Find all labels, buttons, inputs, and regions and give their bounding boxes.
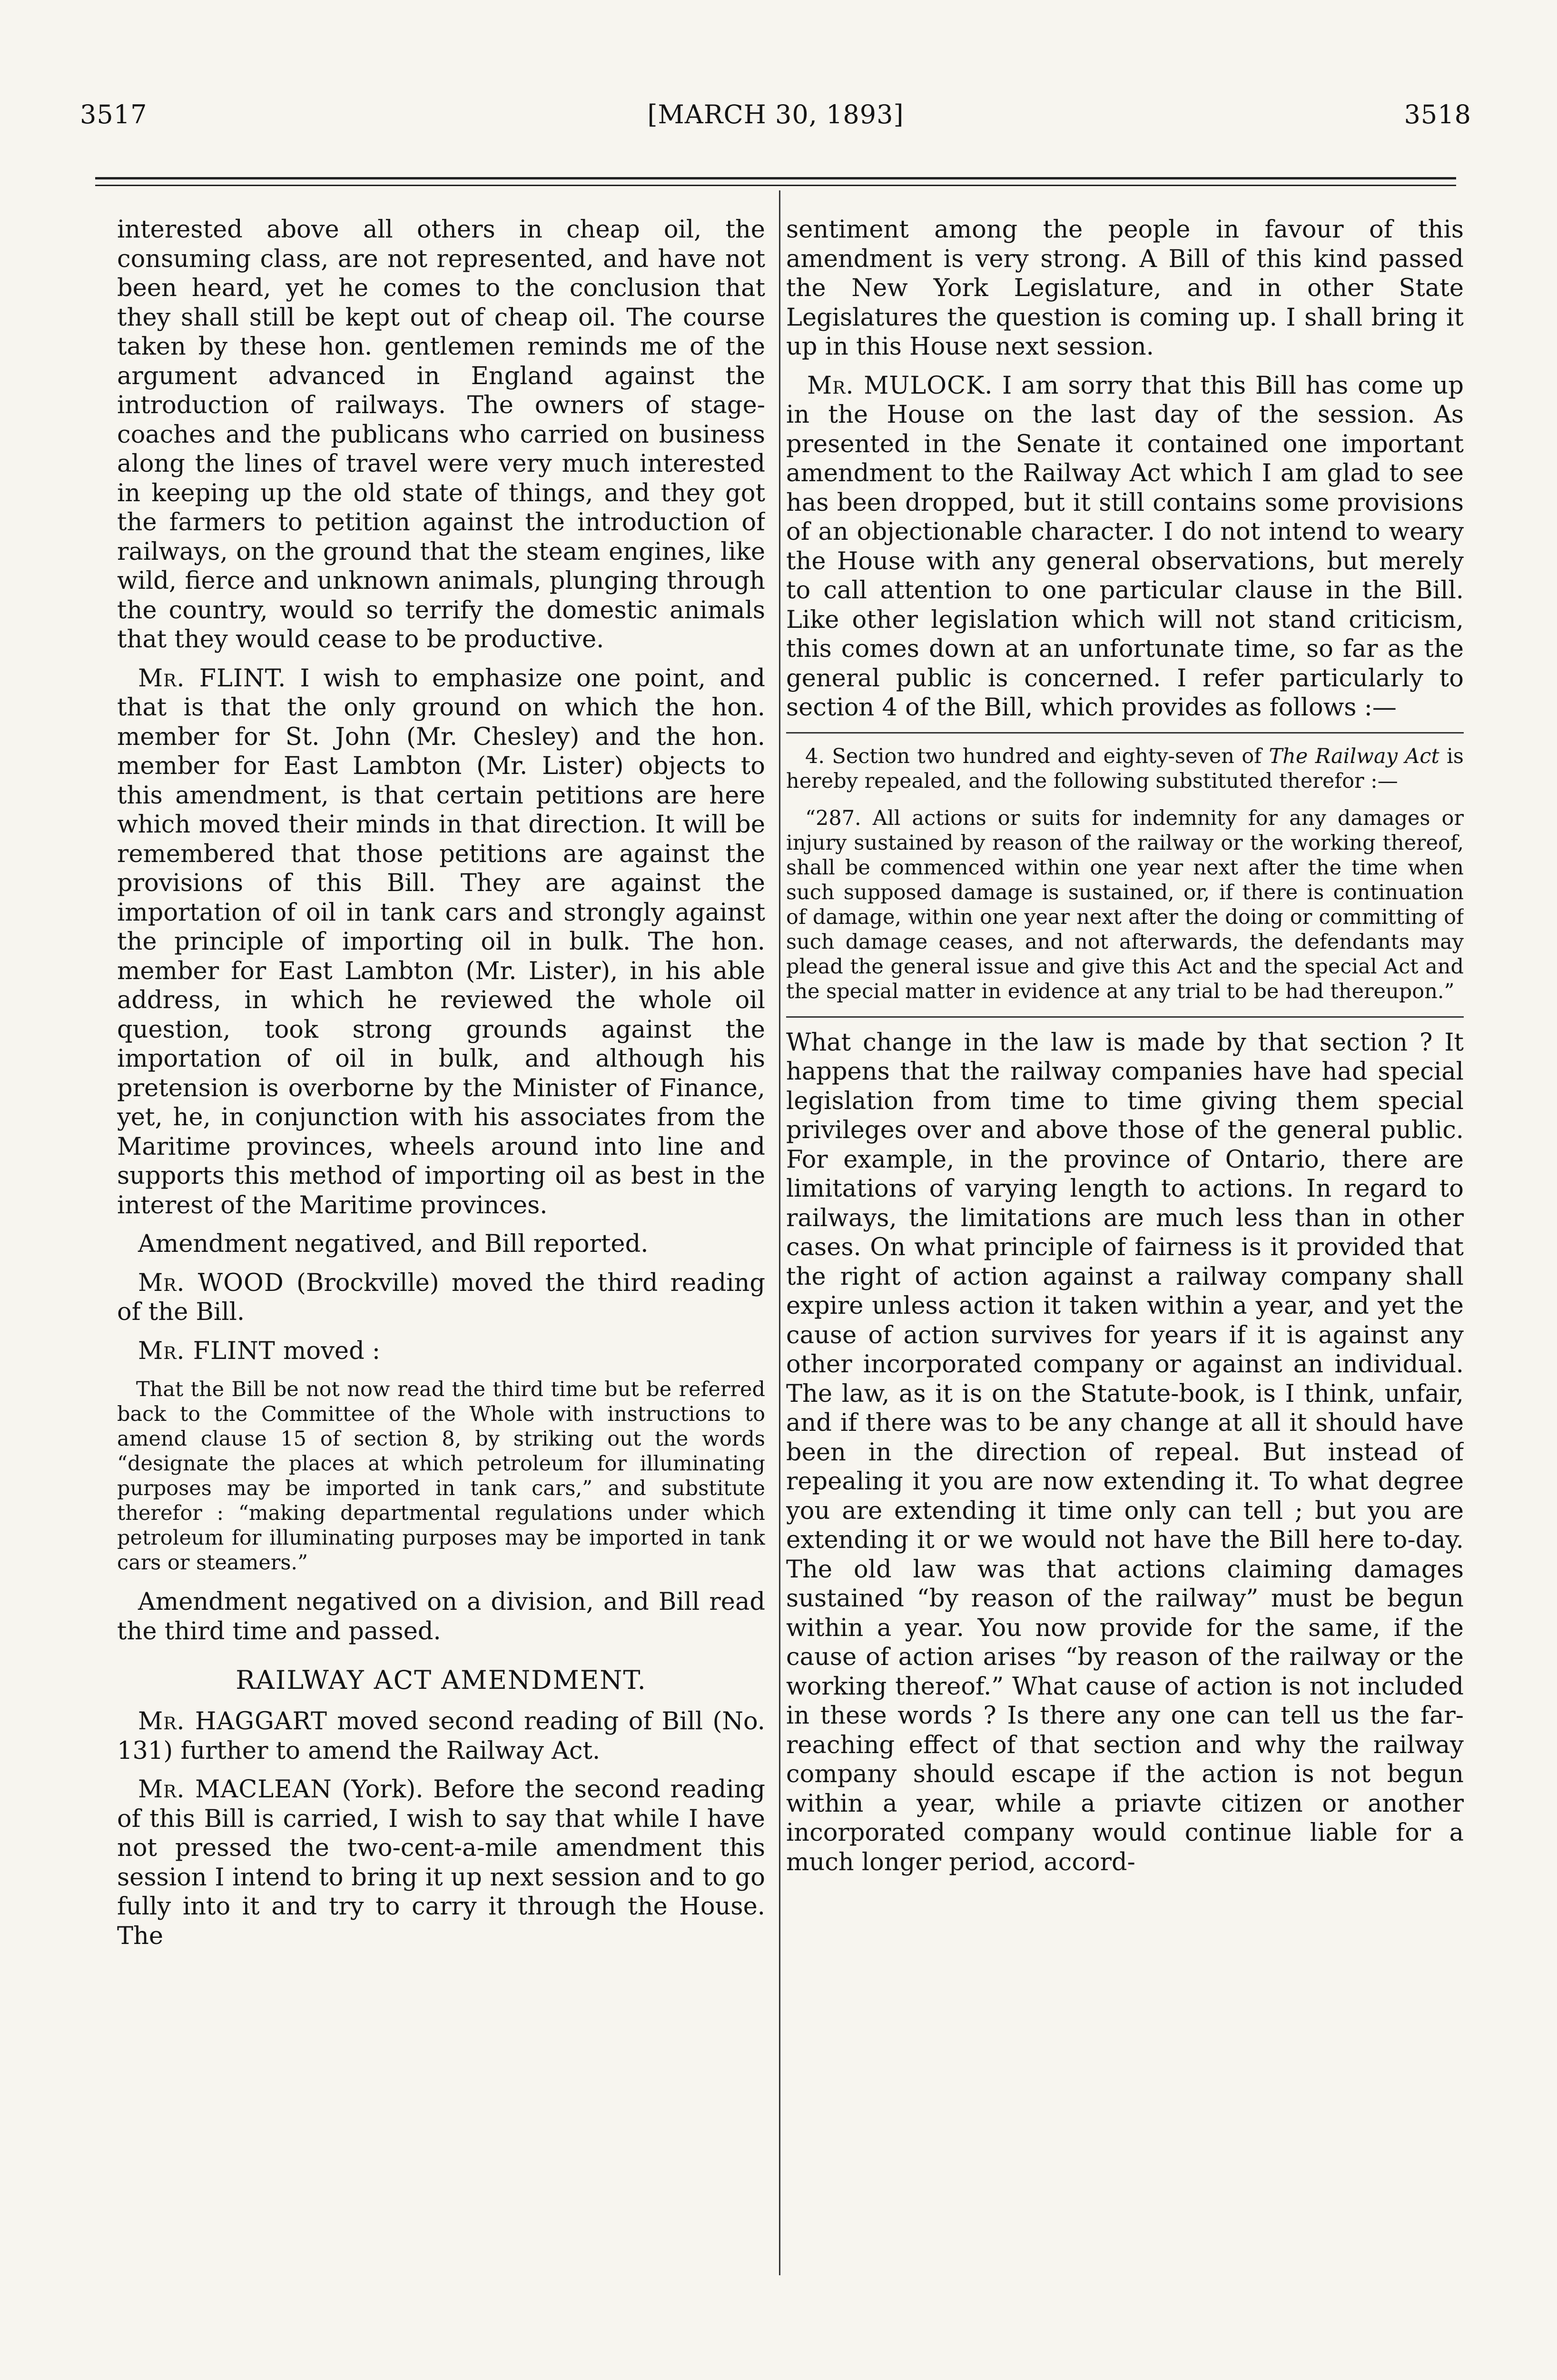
speaker-name: Mr. HAGGART (138, 1707, 328, 1735)
speech-text: (Brockville) moved the third reading of the Bill. (117, 1269, 765, 1326)
speech-text: moved second reading of Bill (No. 131) further to amend the Railway Act. (117, 1707, 765, 1765)
header-rule (95, 177, 1456, 179)
left-column (117, 215, 765, 2276)
quote-rule (786, 1016, 1464, 1018)
paragraph (117, 1269, 765, 1327)
paragraph: What change in the law is made by that section ? It happens that the railway companies have had special legislation from time to time giving them special privileges over and above those of the general public. For example, in the province of Ontario, there are limitations of varying length to actions. In regard to railways, the limitations are much less than in other cases. On what principle of fairness is it provided that the right of action against a railway company shall expire unless action it taken within a year, and yet the cause of action survives for years if it is against any other incorporated company or against an individual. The law, as it is on the Statute-book, is I think, unfair, and if there was to be any change at all it should have been in the direction of repeal. But instead of repealing it you are now extending it. To what degree you are extending it time only can tell ; but you are extending it or we would not have the Bill here to-day. The old law was that actions claiming damages sustained “by reason of the railway” must be begun within a year. You now provide for the same, if the cause of action arises “by reason of the railway or the working thereof.” What cause of action is not included in these words ? Is there any one can tell us the far-reaching effect of that section and why the railway company should escape if the action is not begun within a year, while a priavte citizen or another incorporated company would continue liable for a much longer period, accord- (786, 1028, 1464, 1876)
paragraph (117, 1337, 765, 1366)
speaker-name: Mr. FLINT (138, 1337, 276, 1365)
speech-text: moved : (275, 1337, 381, 1365)
column-divider (779, 190, 780, 2275)
speaker-name: Mr. MACLEAN (138, 1775, 332, 1804)
speaker-name: Mr. WOOD (138, 1269, 284, 1297)
paragraph (117, 1707, 765, 1765)
header-date: [MARCH 30, 1893] (647, 99, 904, 129)
paragraph (117, 1775, 765, 1951)
quote-text: 4. Section two hundred and eighty-seven of (805, 744, 1269, 768)
quote-rule (786, 732, 1464, 734)
paragraph (786, 371, 1464, 723)
paragraph (117, 664, 765, 1220)
speaker-name: Mr. FLINT. (138, 664, 286, 693)
speech-text: (York). Before the second reading of this Bill is carried, I wish to say that while I have not pressed the two-cent-a-mile amendment this session I intend to bring it up next session and to go fully into it and try to carry it through the House. The (117, 1775, 765, 1950)
speech-text: I wish to emphasize one point, and that is that the only ground on which the hon. member for St. John (Mr. Chesley) and the hon. member for East Lambton (Mr. Lister) objects to this amendment, is that certain petitions are here which moved their minds in that direction. It will be remembered that those petitions are against the provisions of this Bill. They are against the importation of oil in tank cars and strongly against the principle of importing oil in bulk. The hon. member for East Lambton (Mr. Lister), in his able address, in which he reviewed the whole oil question, took strong grounds against the importation of oil in bulk, and although his pretension is overborne by the Minister of Finance, yet, he, in conjunction with his associates from the Maritime provinces, wheels around into line and supports this method of importing oil as best in the interest of the Maritime provinces. (117, 664, 765, 1220)
bill-section-quote: “287. All actions or suits for indemnity for any damages or injury sustained by reason of the railway or the working thereof, shall be commenced within one year next after the time when such supposed damage is sustained, or, if there is continuation of damage, within one year next after the doing or committing of such damage ceases, and not afterwards, the defendants may plead the general issue and give this Act and the special Act and the special matter in evidence at any trial to be had thereupon.” (786, 806, 1464, 1003)
paragraph: Amendment negatived, and Bill reported. (138, 1230, 649, 1258)
right-column (786, 215, 1464, 2276)
quote-text: is hereby repealed, and the following substituted therefor :— (786, 744, 1464, 793)
motion-quote: That the Bill be not now read the third time but be referred back to the Committee of the Whole with instructions to amend clause 15 of section 8, by striking out the words “designate the places at which petroleum for illuminating purposes may be imported in tank cars,” and substitute therefor : “making departmental regulations under which petroleum for illuminating purposes may be imported in tank cars or steamers.” (117, 1378, 765, 1575)
left-page-number: 3517 (80, 99, 148, 129)
paragraph: sentiment among the people in favour of this amendment is very strong. A Bill of this kind passed the New York Legislature, and in other State Legislatures the question is coming up. I shall bring it up in this House next session. (786, 216, 1464, 361)
paragraph: interested above all others in cheap oil, the consuming class, are not represented, and have not been heard, yet he comes to the conclusion that they shall still be kept out of cheap oil. The course taken by these hon. gentlemen reminds me of the argument advanced in England against the introduction of railways. The owners of stage-coaches and the publicans who carried on business along the lines of travel were very much interested in keeping up the old state of things, and they got the farmers to petition against the introduction of railways, on the ground that the steam engines, like wild, fierce and unknown animals, plunging through the country, would so terrify the domestic animals that they would cease to be productive. (117, 216, 765, 654)
bill-section-quote (786, 744, 1464, 793)
act-title: The Railway Act (1269, 744, 1439, 768)
right-page-number: 3518 (1404, 99, 1471, 129)
paragraph: Amendment negatived on a division, and Bill read the third time and passed. (117, 1588, 765, 1646)
speaker-name: Mr. MULOCK. (807, 371, 993, 400)
speech-text: I am sorry that this Bill has come up in the House on the last day of the session. As presented in the Senate it contained one important amendment to the Railway Act which I am glad to see has been dropped, but it still contains some provisions of an objectionable character. I do not intend to weary the House with any general observations, but merely to call attention to one particular clause in the Bill. Like other legislation which will not stand criticism, this comes down at an unfortunate time, so far as the general public is concerned. I refer particularly to section 4 of the Bill, which provides as follows :— (786, 371, 1464, 722)
header-rule-thin (95, 185, 1456, 186)
page-header (80, 98, 1471, 141)
section-heading: RAILWAY ACT AMENDMENT. (236, 1665, 647, 1695)
